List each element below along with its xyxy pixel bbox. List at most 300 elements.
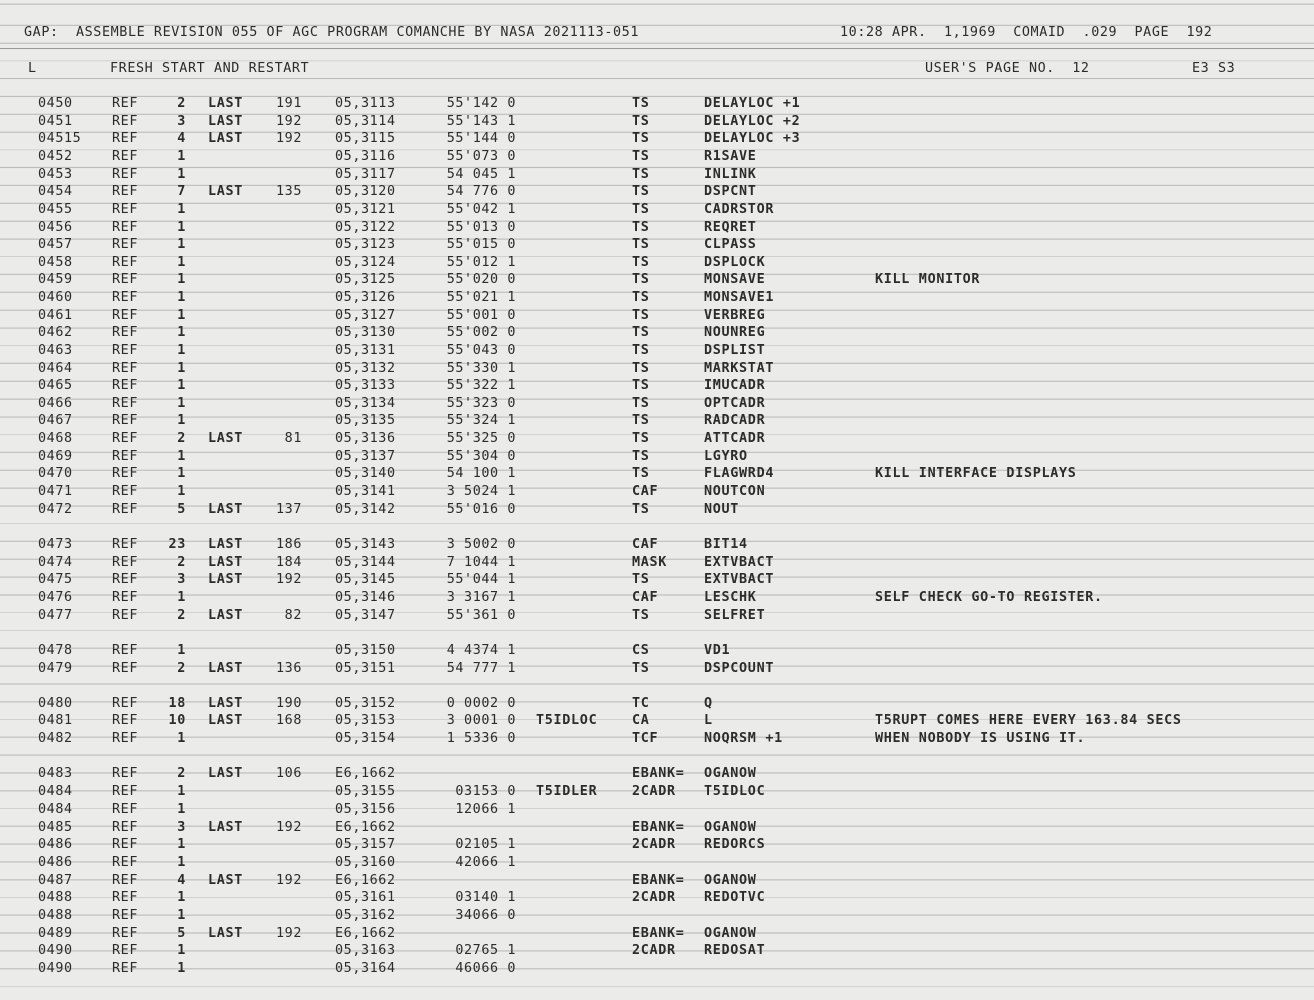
cell-addr: 05,3124 [335,255,396,270]
cell-operand: OGANOW [704,820,757,835]
cell-line: 0466 [38,396,73,411]
cell-line: 0477 [38,608,73,623]
listing-row [0,431,1314,448]
cell-lastval: 192 [276,926,302,941]
cell-count: 7 [177,184,186,199]
cell-last: LAST [208,820,244,835]
cell-op: TS [632,167,650,182]
cell-operand: DSPCNT [704,184,757,199]
cell-operand: DSPCOUNT [704,661,775,676]
cell-comment: T5RUPT COMES HERE EVERY 163.84 SECS [875,713,1182,728]
cell-ref: REF [112,643,138,658]
cell-ref: REF [112,325,138,340]
cell-word: 03153 0 [455,784,516,799]
cell-comment: KILL INTERFACE DISPLAYS [875,466,1077,481]
cell-operand: DELAYLOC +1 [704,96,801,111]
cell-ref: REF [112,502,138,517]
listing-row [0,908,1314,925]
cell-ref: REF [112,572,138,587]
cell-addr: 05,3151 [335,661,396,676]
cell-op: TCF [632,731,659,746]
cell-operand: SELFRET [704,608,766,623]
cell-word: 3 0001 0 [446,713,516,728]
cell-op: TS [632,396,650,411]
cell-line: 0453 [38,167,73,182]
cell-count: 1 [177,272,186,287]
cell-addr: E6,1662 [335,926,396,941]
cell-word: 55'325 0 [446,431,516,446]
cell-addr: E6,1662 [335,820,396,835]
listing-row [0,343,1314,360]
cell-operand: NOUNREG [704,325,766,340]
cell-ref: REF [112,661,138,676]
cell-last: LAST [208,431,244,446]
cell-ref: REF [112,731,138,746]
cell-line: 0471 [38,484,73,499]
cell-count: 4 [177,131,186,146]
cell-op: TS [632,502,650,517]
listing-row [0,696,1314,713]
cell-word: 55'322 1 [446,378,516,393]
cell-ref: REF [112,413,138,428]
cell-operand: NOUTCON [704,484,766,499]
cell-count: 1 [177,325,186,340]
cell-last: LAST [208,696,244,711]
cell-addr: 05,3155 [335,784,396,799]
listing-row [0,220,1314,237]
cell-ref: REF [112,272,138,287]
cell-op: EBANK= [632,766,685,781]
cell-count: 5 [177,926,186,941]
cell-addr: 05,3153 [335,713,396,728]
cell-word: 03140 1 [455,890,516,905]
cell-word: 54 045 1 [446,167,516,182]
cell-word: 3 5024 1 [446,484,516,499]
listing-row [0,484,1314,501]
cell-operand: DSPLIST [704,343,766,358]
cell-lastval: 192 [276,820,302,835]
cell-op: TS [632,325,650,340]
cell-ref: REF [112,290,138,305]
section-title: FRESH START AND RESTART [110,61,310,76]
cell-line: 0458 [38,255,73,270]
cell-addr: 05,3144 [335,555,396,570]
cell-line: 0488 [38,908,73,923]
cell-op: TS [632,361,650,376]
cell-operand: REDOSAT [704,943,766,958]
cell-operand: OGANOW [704,873,757,888]
listing-row [0,820,1314,837]
cell-last: LAST [208,131,244,146]
cell-word: 7 1044 1 [446,555,516,570]
cell-word: 55'361 0 [446,608,516,623]
cell-line: 0457 [38,237,73,252]
cell-op: TS [632,413,650,428]
cell-addr: 05,3125 [335,272,396,287]
cell-operand: BIT14 [704,537,748,552]
cell-line: 0489 [38,926,73,941]
cell-count: 1 [177,167,186,182]
cell-addr: 05,3162 [335,908,396,923]
cell-op: TS [632,431,650,446]
cell-line: 0474 [38,555,73,570]
cell-count: 1 [177,643,186,658]
cell-op: TS [632,220,650,235]
cell-operand: VD1 [704,643,731,658]
cell-op: CAF [632,484,659,499]
cell-ref: REF [112,837,138,852]
cell-operand: OGANOW [704,926,757,941]
cell-last: LAST [208,572,244,587]
listing-row [0,961,1314,978]
cell-op: CAF [632,537,659,552]
cell-ref: REF [112,961,138,976]
cell-op: 2CADR [632,837,676,852]
listing-row [0,590,1314,607]
listing-row [0,184,1314,201]
cell-op: TS [632,466,650,481]
cell-word: 55'012 1 [446,255,516,270]
cell-line: 0478 [38,643,73,658]
cell-addr: 05,3161 [335,890,396,905]
listing-row [0,466,1314,483]
listing-row [0,837,1314,854]
cell-comment: KILL MONITOR [875,272,981,287]
listing-row [0,890,1314,907]
listing-row [0,784,1314,801]
listing-row [0,943,1314,960]
listing-row [0,413,1314,430]
cell-count: 1 [177,202,186,217]
cell-ref: REF [112,184,138,199]
cell-addr: 05,3114 [335,114,396,129]
listing-row [0,272,1314,289]
listing-row [0,237,1314,254]
cell-count: 1 [177,220,186,235]
cell-count: 2 [177,608,186,623]
cell-addr: 05,3164 [335,961,396,976]
cell-line: 0473 [38,537,73,552]
cell-op: EBANK= [632,820,685,835]
cell-line: 0484 [38,802,73,817]
cell-addr: 05,3123 [335,237,396,252]
cell-op: TS [632,149,650,164]
cell-operand: FLAGWRD4 [704,466,775,481]
cell-ref: REF [112,114,138,129]
cell-addr: 05,3133 [335,378,396,393]
cell-ref: REF [112,590,138,605]
cell-line: 0450 [38,96,73,111]
cell-line: 0464 [38,361,73,376]
cell-op: 2CADR [632,943,676,958]
cell-word: 55'001 0 [446,308,516,323]
cell-addr: 05,3142 [335,502,396,517]
cell-word: 54 100 1 [446,466,516,481]
cell-count: 23 [168,537,186,552]
cell-operand: LESCHK [704,590,757,605]
cell-ref: REF [112,855,138,870]
listing-row [0,131,1314,148]
cell-addr: 05,3143 [335,537,396,552]
cell-addr: 05,3117 [335,167,396,182]
cell-comment: WHEN NOBODY IS USING IT. [875,731,1086,746]
cell-operand: CADRSTOR [704,202,775,217]
cell-addr: 05,3150 [335,643,396,658]
cell-operand: OGANOW [704,766,757,781]
listing-row [0,766,1314,783]
cell-operand: DELAYLOC +3 [704,131,801,146]
cell-operand: REQRET [704,220,757,235]
listing-row [0,802,1314,819]
cell-op: TS [632,290,650,305]
cell-addr: 05,3115 [335,131,396,146]
page-code: E3 S3 [1192,61,1236,76]
cell-operand: OPTCADR [704,396,766,411]
cell-count: 1 [177,890,186,905]
listing-row [0,449,1314,466]
cell-operand: MONSAVE1 [704,290,775,305]
cell-word: 55'324 1 [446,413,516,428]
cell-operand: CLPASS [704,237,757,252]
cell-line: 0459 [38,272,73,287]
cell-ref: REF [112,537,138,552]
cell-ref: REF [112,696,138,711]
cell-operand: IMUCADR [704,378,766,393]
cell-op: CAF [632,590,659,605]
listing-row [0,167,1314,184]
cell-word: 34066 0 [455,908,516,923]
listing-row [0,643,1314,660]
listing-row [0,873,1314,890]
cell-op: TS [632,308,650,323]
cell-lastval: 137 [276,502,302,517]
cell-operand: L [704,713,713,728]
cell-count: 1 [177,784,186,799]
cell-word: 3 3167 1 [446,590,516,605]
cell-count: 1 [177,237,186,252]
cell-op: TS [632,96,650,111]
cell-word: 55'043 0 [446,343,516,358]
cell-ref: REF [112,820,138,835]
cell-count: 1 [177,343,186,358]
cell-addr: 05,3116 [335,149,396,164]
cell-word: 55'073 0 [446,149,516,164]
cell-last: LAST [208,766,244,781]
cell-line: 0468 [38,431,73,446]
cell-lastval: 192 [276,114,302,129]
cell-addr: 05,3113 [335,96,396,111]
cell-word: 55'142 0 [446,96,516,111]
cell-op: TS [632,378,650,393]
cell-lastval: 192 [276,873,302,888]
cell-ref: REF [112,713,138,728]
listing-row [0,661,1314,678]
cell-count: 1 [177,466,186,481]
cell-operand: MONSAVE [704,272,766,287]
listing-row [0,855,1314,872]
cell-addr: 05,3127 [335,308,396,323]
cell-count: 18 [168,696,186,711]
cell-word: 55'044 1 [446,572,516,587]
cell-addr: 05,3132 [335,361,396,376]
cell-ref: REF [112,96,138,111]
listing-row [0,502,1314,519]
cell-word: 55'002 0 [446,325,516,340]
cell-op: TS [632,184,650,199]
cell-word: 1 5336 0 [446,731,516,746]
cell-op: TS [632,255,650,270]
cell-count: 1 [177,908,186,923]
cell-count: 1 [177,378,186,393]
cell-line: 0460 [38,290,73,305]
cell-op: TS [632,661,650,676]
cell-last: LAST [208,96,244,111]
cell-last: LAST [208,184,244,199]
cell-line: 0463 [38,343,73,358]
header-title: GAP: ASSEMBLE REVISION 055 OF AGC PROGRAM COMANCHE BY NASA 2021113-051 [24,25,639,40]
cell-count: 1 [177,396,186,411]
cell-word: 3 5002 0 [446,537,516,552]
cell-word: 54 777 1 [446,661,516,676]
cell-word: 54 776 0 [446,184,516,199]
cell-ref: REF [112,943,138,958]
cell-ref: REF [112,255,138,270]
cell-ref: REF [112,784,138,799]
cell-operand: DSPLOCK [704,255,766,270]
cell-last: LAST [208,873,244,888]
cell-lastval: 191 [276,96,302,111]
cell-line: 0465 [38,378,73,393]
listing-row [0,96,1314,113]
cell-word: 55'016 0 [446,502,516,517]
cell-addr: 05,3135 [335,413,396,428]
listing-row [0,361,1314,378]
cell-last: LAST [208,114,244,129]
listing-row [0,572,1314,589]
listing-row [0,731,1314,748]
cell-ref: REF [112,802,138,817]
cell-word: 0 0002 0 [446,696,516,711]
cell-last: LAST [208,926,244,941]
cell-label: T5IDLOC [536,713,598,728]
listing-row [0,325,1314,342]
cell-count: 1 [177,413,186,428]
cell-word: 55'304 0 [446,449,516,464]
cell-line: 0480 [38,696,73,711]
cell-line: 0485 [38,820,73,835]
cell-count: 1 [177,255,186,270]
cell-count: 1 [177,855,186,870]
listing-row [0,149,1314,166]
cell-ref: REF [112,361,138,376]
cell-addr: 05,3141 [335,484,396,499]
cell-line: 04515 [38,131,82,146]
cell-word: 55'143 1 [446,114,516,129]
cell-op: TS [632,449,650,464]
cell-op: TS [632,202,650,217]
cell-operand: REDORCS [704,837,766,852]
cell-count: 2 [177,555,186,570]
cell-operand: EXTVBACT [704,572,775,587]
listing-row [0,255,1314,272]
cell-ref: REF [112,484,138,499]
cell-line: 0483 [38,766,73,781]
cell-ref: REF [112,766,138,781]
cell-operand: REDOTVC [704,890,766,905]
cell-lastval: 192 [276,572,302,587]
cell-line: 0454 [38,184,73,199]
cell-count: 3 [177,572,186,587]
cell-operand: INLINK [704,167,757,182]
cell-count: 1 [177,961,186,976]
cell-ref: REF [112,167,138,182]
cell-op: MASK [632,555,668,570]
cell-ref: REF [112,343,138,358]
cell-op: TS [632,272,650,287]
cell-word: 4 4374 1 [446,643,516,658]
cell-last: LAST [208,555,244,570]
cell-lastval: 184 [276,555,302,570]
cell-count: 1 [177,590,186,605]
cell-ref: REF [112,555,138,570]
cell-op: TS [632,237,650,252]
cell-lastval: 186 [276,537,302,552]
cell-line: 0475 [38,572,73,587]
cell-op: TS [632,131,650,146]
cell-word: 55'020 0 [446,272,516,287]
cell-count: 2 [177,96,186,111]
cell-line: 0479 [38,661,73,676]
cell-ref: REF [112,378,138,393]
listing-row [0,114,1314,131]
cell-last: LAST [208,537,244,552]
cell-operand: DELAYLOC +2 [704,114,801,129]
cell-line: 0467 [38,413,73,428]
section-marker: L [28,61,37,76]
cell-count: 2 [177,661,186,676]
cell-label: T5IDLER [536,784,598,799]
listing-row [0,537,1314,554]
cell-word: 55'015 0 [446,237,516,252]
cell-operand: Q [704,696,713,711]
cell-line: 0462 [38,325,73,340]
cell-count: 1 [177,943,186,958]
cell-ref: REF [112,431,138,446]
cell-ref: REF [112,220,138,235]
cell-addr: E6,1662 [335,873,396,888]
user-page-number: USER'S PAGE NO. 12 [925,61,1090,76]
cell-word: 55'042 1 [446,202,516,217]
cell-word: 42066 1 [455,855,516,870]
cell-op: TC [632,696,650,711]
cell-line: 0488 [38,890,73,905]
cell-count: 4 [177,873,186,888]
cell-comment: SELF CHECK GO-TO REGISTER. [875,590,1103,605]
cell-ref: REF [112,466,138,481]
cell-count: 1 [177,731,186,746]
cell-last: LAST [208,713,244,728]
cell-ref: REF [112,608,138,623]
cell-addr: 05,3154 [335,731,396,746]
cell-operand: R1SAVE [704,149,757,164]
cell-ref: REF [112,396,138,411]
cell-line: 0470 [38,466,73,481]
cell-count: 3 [177,114,186,129]
cell-line: 0487 [38,873,73,888]
cell-operand: ATTCADR [704,431,766,446]
cell-addr: 05,3160 [335,855,396,870]
cell-op: TS [632,343,650,358]
